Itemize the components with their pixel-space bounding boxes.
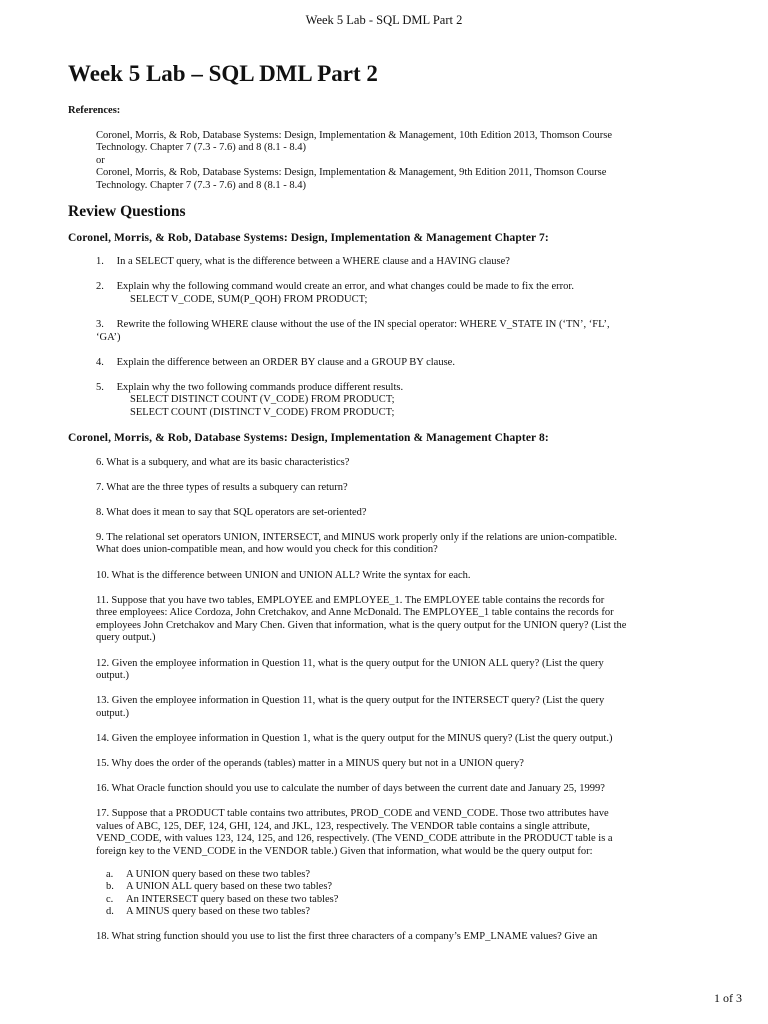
sql-code-line: SELECT COUNT (DISTINCT V_CODE) FROM PRODUCT; — [130, 406, 395, 418]
question-text-continued: ‘GA’) — [96, 331, 121, 343]
question-text: 17. Suppose that a PRODUCT table contains two attributes, PROD_CODE and VEND_CODE. Those two attributes have — [96, 808, 609, 820]
question-7: 7. What are the three types of results a subquery can return? — [96, 481, 348, 493]
question-1 — [96, 256, 664, 269]
sub-item-letter: c. — [106, 893, 114, 905]
question-17-subitems — [106, 869, 664, 919]
reference-line: or — [96, 154, 105, 166]
question-text: 11. Suppose that you have two tables, EMPLOYEE and EMPLOYEE_1. The EMPLOYEE table contains the records for — [96, 594, 605, 606]
question-2 — [96, 281, 664, 306]
sub-item-letter: b. — [106, 881, 114, 893]
question-12 — [96, 658, 664, 683]
question-text: Explain why the two following commands produce different results. — [116, 381, 404, 393]
sub-item-text: An INTERSECT query based on these two tables? — [126, 893, 339, 905]
reference-line: Coronel, Morris, & Rob, Database Systems: Design, Implementation & Management, 9th Edition 2011, Thomson Course — [96, 167, 607, 179]
references-label: References: — [68, 105, 121, 116]
sub-item — [106, 869, 664, 882]
question-text: Rewrite the following WHERE clause without the use of the IN special operator: WHERE V_STATE IN (‘TN’, ‘FL’, — [116, 318, 610, 330]
question-text: foreign key to the VEND_CODE in the VENDOR table.) Given that information, what would be the query output for: — [96, 845, 593, 857]
sub-item-text: A UNION ALL query based on these two tables? — [126, 881, 333, 893]
question-text: values of ABC, 125, DEF, 124, GHI, 124, and JKL, 123, respectively. The VENDOR table contains a single attribute, — [96, 820, 590, 832]
question-5 — [96, 382, 664, 420]
question-10: 10. What is the difference between UNION and UNION ALL? Write the syntax for each. — [96, 569, 471, 581]
question-text: 13. Given the employee information in Question 11, what is the query output for the INTERSECT query? (List the query — [96, 695, 605, 707]
question-9 — [96, 532, 664, 557]
question-number: 1. — [96, 256, 104, 268]
sub-item-text: A UNION query based on these two tables? — [126, 868, 310, 880]
question-18: 18. What string function should you use to list the first three characters of a company’s EMP_LNAME values? Give an — [96, 931, 598, 943]
question-14: 14. Given the employee information in Question 1, what is the query output for the MINUS query? (List the query output.) — [96, 732, 613, 744]
running-head: Week 5 Lab - SQL DML Part 2 — [305, 13, 463, 27]
sub-item — [106, 906, 664, 919]
question-15: 15. Why does the order of the operands (tables) matter in a MINUS query but not in a UNION query? — [96, 758, 524, 769]
reference-line: Coronel, Morris, & Rob, Database Systems: Design, Implementation & Management, 10th Edition 2013, Thomson Course — [96, 129, 612, 141]
sql-code-line: SELECT DISTINCT COUNT (V_CODE) FROM PRODUCT; — [130, 394, 395, 406]
sub-item — [106, 881, 664, 894]
question-16: 16. What Oracle function should you use to calculate the number of days between the current date and January 25, 1999? — [96, 783, 605, 795]
question-8: 8. What does it mean to say that SQL operators are set-oriented? — [96, 506, 367, 518]
sql-code-line: SELECT V_CODE, SUM(P_QOH) FROM PRODUCT; — [130, 293, 368, 305]
question-text: VEND_CODE, with values 123, 124, 125, and 126, respectively. (The VEND_CODE attribute in the PRODUCT table is a — [96, 833, 613, 845]
question-17 — [96, 808, 664, 858]
question-text: What does union-compatible mean, and how would you check for this condition? — [96, 544, 438, 556]
question-11 — [96, 595, 664, 645]
question-text: query output.) — [96, 632, 156, 644]
page-title: Week 5 Lab – SQL DML Part 2 — [68, 61, 378, 86]
question-4 — [96, 357, 664, 370]
reference-line: Technology. Chapter 7 (7.3 - 7.6) and 8 (8.1 - 8.4) — [96, 142, 306, 154]
document-body — [68, 60, 664, 957]
question-number: 2. — [96, 281, 104, 293]
sub-item-letter: a. — [106, 868, 114, 880]
question-number: 3. — [96, 318, 104, 330]
question-number: 4. — [96, 356, 104, 368]
review-questions-heading: Review Questions — [68, 202, 186, 220]
question-text: Explain why the following command would create an error, and what changes could be made to fix the error. — [116, 281, 574, 293]
question-text: 9. The relational set operators UNION, INTERSECT, and MINUS work properly only if the relations are union-compatible. — [96, 531, 617, 543]
question-text: employees John Cretchakov and Mary Chen. Given that information, what is the query output for the UNION query? (List the — [96, 619, 627, 631]
question-6: 6. What is a subquery, and what are its basic characteristics? — [96, 456, 350, 468]
question-text: three employees: Alice Cordoza, John Cretchakov, and Anne McDonald. The EMPLOYEE_1 table contains the records for — [96, 607, 614, 619]
question-13 — [96, 695, 664, 720]
question-text: 12. Given the employee information in Question 11, what is the query output for the UNION ALL query? (List the query — [96, 657, 604, 669]
question-text: In a SELECT query, what is the difference between a WHERE clause and a HAVING clause? — [116, 256, 510, 268]
page-number: 1 of 3 — [714, 991, 742, 1005]
question-text: output.) — [96, 670, 129, 682]
chapter7-heading: Coronel, Morris, & Rob, Database Systems: Design, Implementation & Management Chapter 7: — [68, 231, 549, 244]
question-number: 5. — [96, 381, 104, 393]
chapter8-heading: Coronel, Morris, & Rob, Database Systems: Design, Implementation & Management Chapter 8: — [68, 432, 549, 444]
reference-line: Technology. Chapter 7 (7.3 - 7.6) and 8 (8.1 - 8.4) — [96, 179, 306, 191]
question-text: output.) — [96, 707, 129, 719]
references-list — [96, 130, 664, 193]
sub-item-letter: d. — [106, 906, 114, 918]
question-3 — [96, 319, 664, 344]
question-text: Explain the difference between an ORDER BY clause and a GROUP BY clause. — [116, 356, 455, 368]
sub-item-text: A MINUS query based on these two tables? — [126, 906, 311, 918]
sub-item — [106, 894, 664, 907]
